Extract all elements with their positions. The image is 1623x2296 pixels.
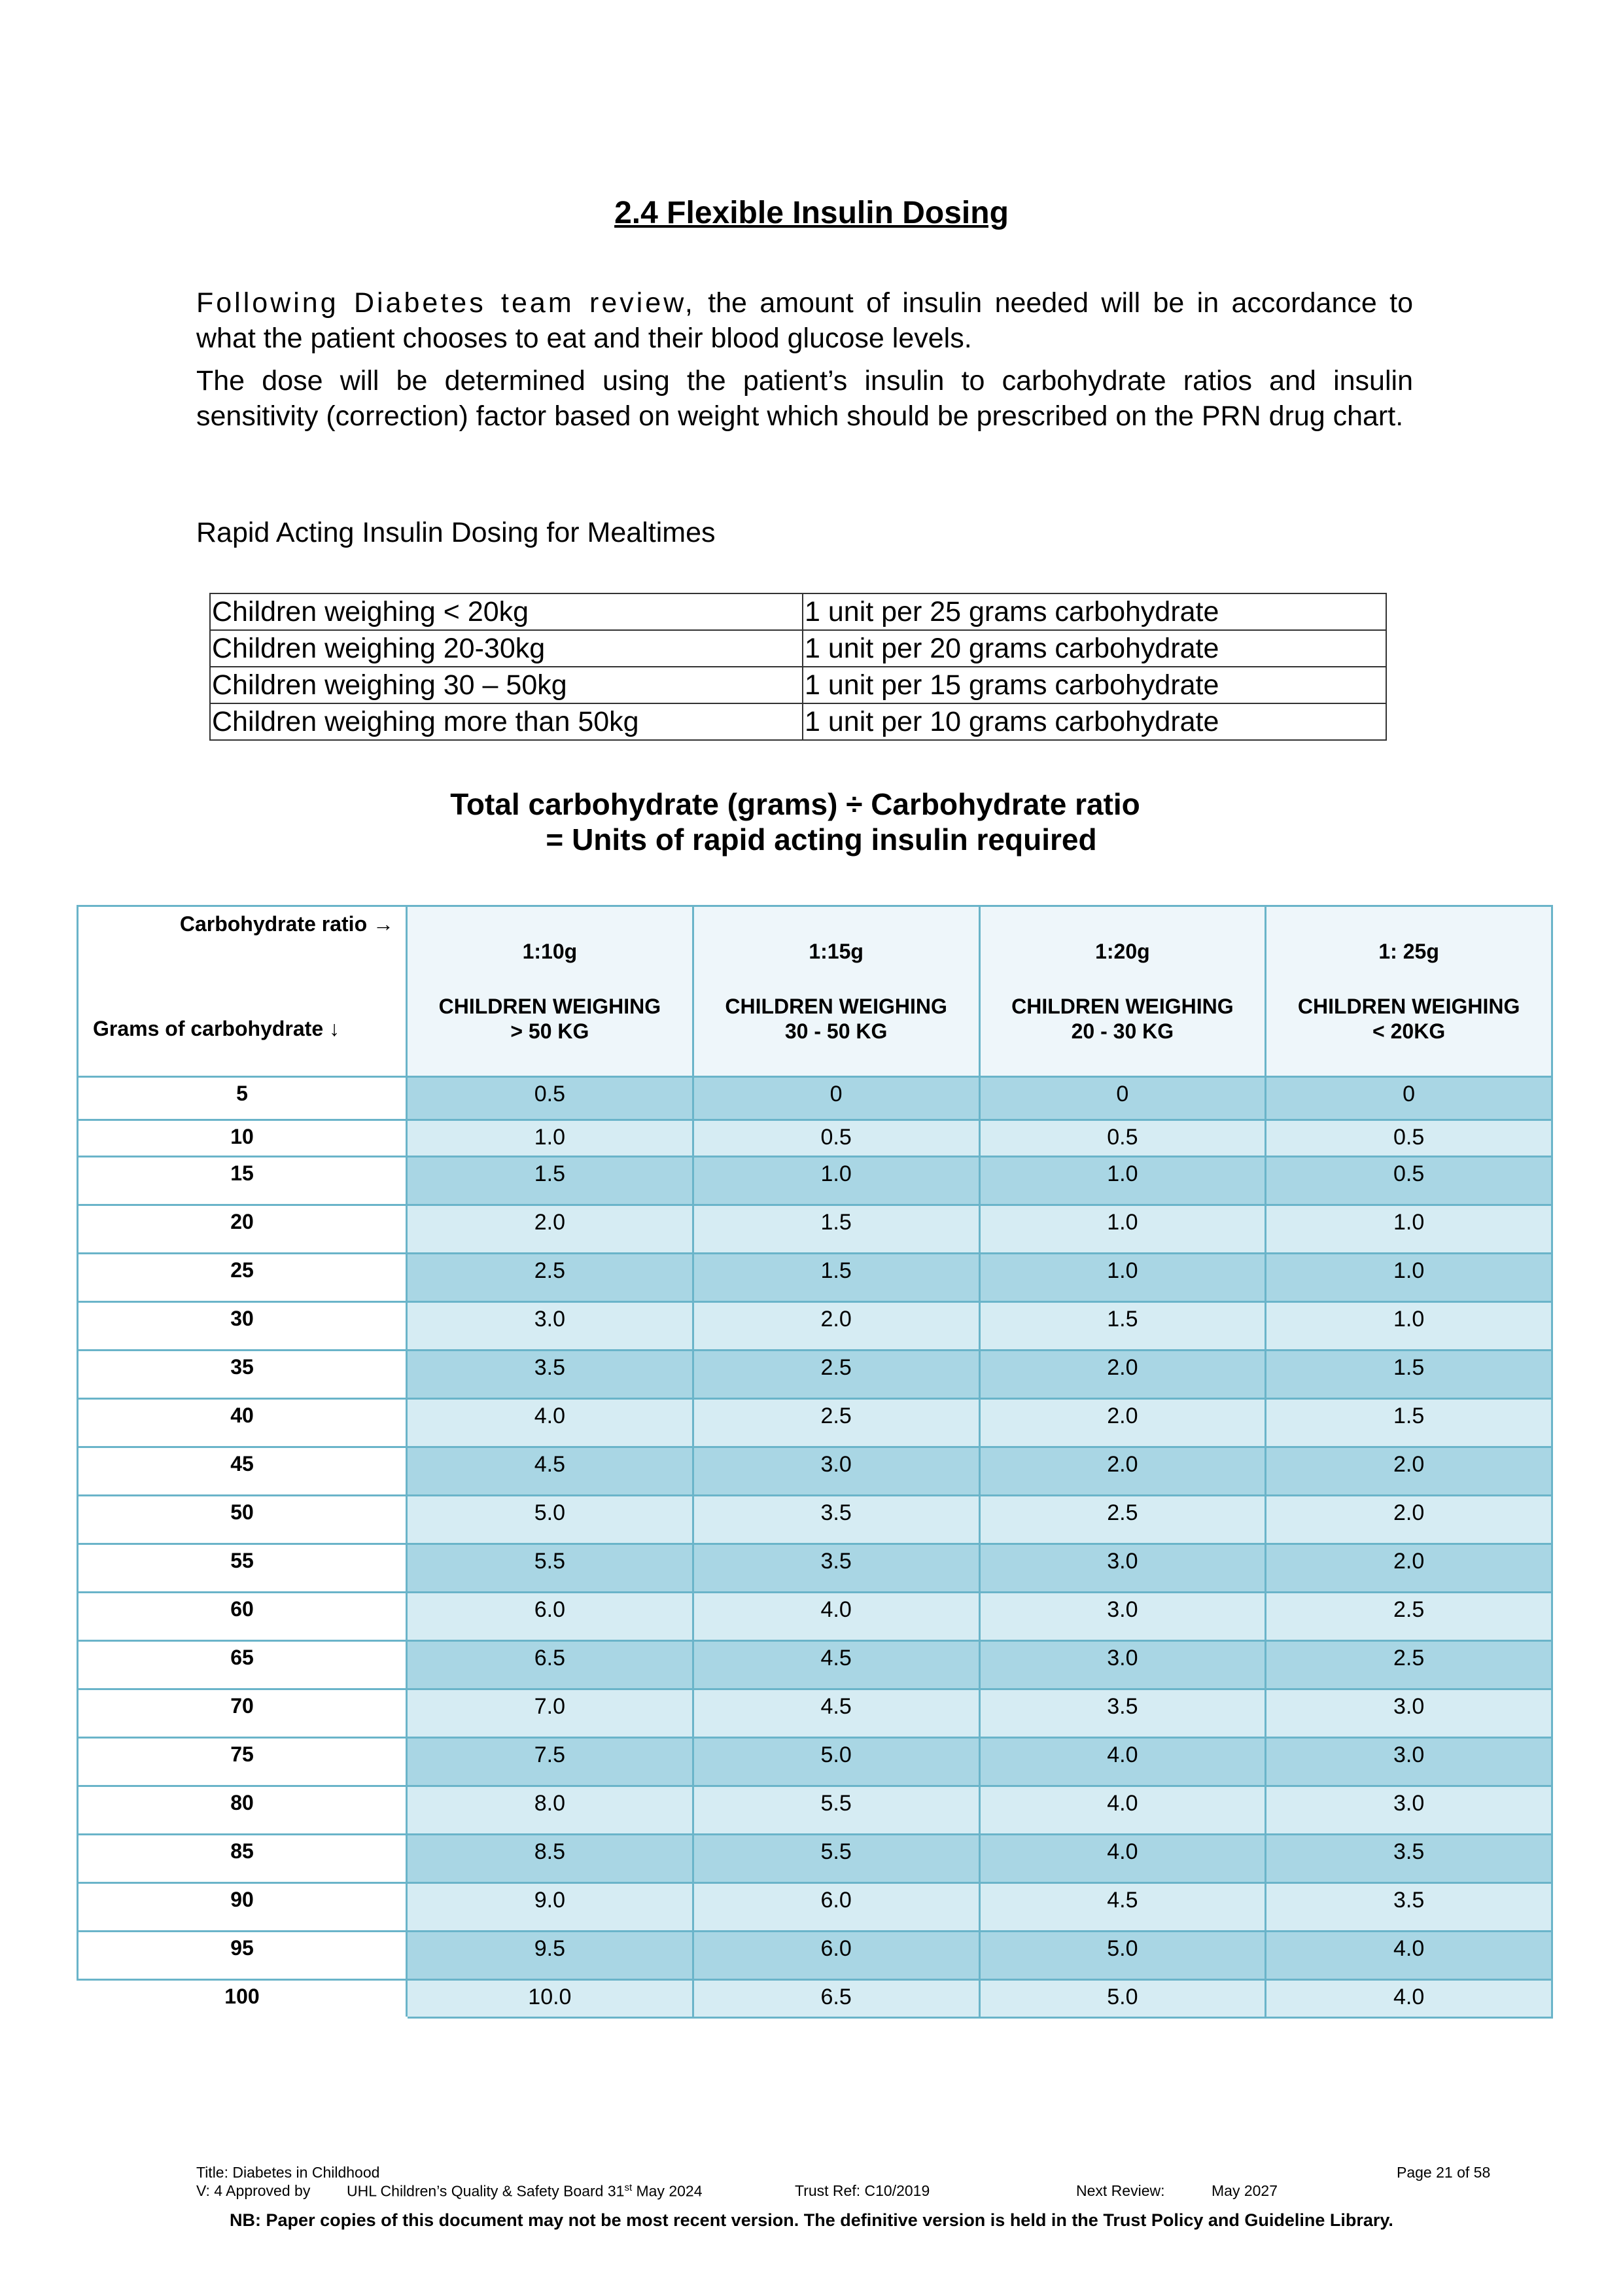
dose-amount-cell: 1 unit per 10 grams carbohydrate xyxy=(803,703,1386,740)
insulin-units-cell: 7.0 xyxy=(407,1689,693,1738)
ratio-row xyxy=(78,1157,1552,1205)
footer-page-number: Page 21 of 58 xyxy=(1397,2164,1491,2181)
grams-cell: 95 xyxy=(78,1932,407,1980)
ratio-row xyxy=(78,1689,1552,1738)
dose-weight-cell: Children weighing more than 50kg xyxy=(210,703,803,740)
insulin-units-cell: 3.0 xyxy=(1266,1786,1552,1835)
insulin-units-cell: 3.0 xyxy=(693,1447,979,1496)
insulin-units-cell: 3.5 xyxy=(693,1544,979,1593)
insulin-units-cell: 5.5 xyxy=(407,1544,693,1593)
grams-axis-label: Grams of carbohydrate ↓ xyxy=(93,1017,340,1040)
insulin-units-cell: 6.0 xyxy=(693,1932,979,1980)
ratio-column-header xyxy=(693,906,979,1077)
insulin-units-cell: 2.5 xyxy=(1266,1641,1552,1689)
insulin-units-cell: 2.0 xyxy=(1266,1496,1552,1544)
insulin-units-cell: 4.0 xyxy=(979,1738,1266,1786)
ratio-row xyxy=(78,1738,1552,1786)
weight-desc-1: CHILDREN WEIGHING xyxy=(725,994,947,1018)
insulin-units-cell: 6.0 xyxy=(693,1883,979,1932)
grams-cell: 40 xyxy=(78,1399,407,1447)
ratio-row xyxy=(78,1447,1552,1496)
corner-header xyxy=(78,906,407,1077)
insulin-units-cell: 3.5 xyxy=(693,1496,979,1544)
mealtime-dose-table xyxy=(209,593,1387,741)
insulin-units-cell: 1.0 xyxy=(1266,1205,1552,1254)
footer-next-review-label: Next Review: xyxy=(1076,2182,1165,2199)
dose-row xyxy=(210,667,1386,703)
grams-cell: 75 xyxy=(78,1738,407,1786)
insulin-units-cell: 2.5 xyxy=(693,1399,979,1447)
insulin-units-cell: 4.0 xyxy=(1266,1932,1552,1980)
footer-trust-ref: Trust Ref: C10/2019 xyxy=(795,2182,930,2199)
ratio-column-header xyxy=(407,906,693,1077)
grams-cell: 80 xyxy=(78,1786,407,1835)
insulin-units-cell: 1.0 xyxy=(1266,1302,1552,1351)
insulin-units-cell: 2.0 xyxy=(979,1351,1266,1399)
insulin-units-cell: 3.5 xyxy=(1266,1835,1552,1883)
insulin-units-cell: 2.0 xyxy=(693,1302,979,1351)
formula-line-2: = Units of rapid acting insulin required xyxy=(546,822,1097,857)
insulin-units-cell: 1.0 xyxy=(979,1205,1266,1254)
grams-cell: 70 xyxy=(78,1689,407,1738)
insulin-units-cell: 3.0 xyxy=(979,1593,1266,1641)
insulin-units-cell: 4.5 xyxy=(979,1883,1266,1932)
footer-approval-board xyxy=(347,2182,703,2200)
insulin-units-cell: 1.0 xyxy=(979,1254,1266,1302)
ratio-row xyxy=(78,1077,1552,1120)
insulin-units-cell: 5.0 xyxy=(979,1932,1266,1980)
insulin-units-cell: 7.5 xyxy=(407,1738,693,1786)
insulin-units-cell: 3.0 xyxy=(1266,1738,1552,1786)
ratio-row xyxy=(78,1883,1552,1932)
insulin-units-cell: 8.5 xyxy=(407,1835,693,1883)
insulin-units-cell: 5.5 xyxy=(693,1786,979,1835)
insulin-units-cell: 6.5 xyxy=(693,1980,979,2018)
insulin-units-cell: 1.5 xyxy=(693,1254,979,1302)
ratio-row xyxy=(78,1932,1552,1980)
ratio-row xyxy=(78,1544,1552,1593)
ratio-row xyxy=(78,1120,1552,1157)
insulin-units-cell: 5.0 xyxy=(979,1980,1266,2018)
insulin-units-cell: 4.0 xyxy=(979,1786,1266,1835)
footer-doc-title: Title: Diabetes in Childhood xyxy=(196,2164,380,2181)
section-title: 2.4 Flexible Insulin Dosing xyxy=(614,196,1009,230)
intro-paragraph xyxy=(196,285,1413,356)
dose-weight-cell: Children weighing 30 – 50kg xyxy=(210,667,803,703)
insulin-units-cell: 2.5 xyxy=(979,1496,1266,1544)
grams-cell: 45 xyxy=(78,1447,407,1496)
insulin-units-cell: 2.0 xyxy=(979,1399,1266,1447)
weight-desc-2: < 20KG xyxy=(1372,1019,1446,1043)
insulin-units-cell: 3.0 xyxy=(1266,1689,1552,1738)
insulin-units-cell: 0.5 xyxy=(693,1120,979,1157)
insulin-units-cell: 1.0 xyxy=(407,1120,693,1157)
ratio-row xyxy=(78,1254,1552,1302)
ratio-label: 1: 25g xyxy=(1378,939,1439,963)
ratio-table-body xyxy=(78,1077,1552,2018)
ratio-column-header xyxy=(1266,906,1552,1077)
intro-paragraph-rest: the amount of insulin needed will be in accordance to what the patient chooses to eat and their blood glucose levels. xyxy=(196,287,1413,354)
insulin-units-cell: 0.5 xyxy=(979,1120,1266,1157)
insulin-units-cell: 3.0 xyxy=(407,1302,693,1351)
grams-cell: 60 xyxy=(78,1593,407,1641)
insulin-units-cell: 0 xyxy=(1266,1077,1552,1120)
grams-cell: 85 xyxy=(78,1835,407,1883)
footer-board-date: May 2024 xyxy=(632,2182,703,2200)
grams-cell: 15 xyxy=(78,1157,407,1205)
grams-cell: 20 xyxy=(78,1205,407,1254)
insulin-units-cell: 10.0 xyxy=(407,1980,693,2018)
insulin-units-cell: 0 xyxy=(693,1077,979,1120)
dose-amount-cell: 1 unit per 25 grams carbohydrate xyxy=(803,593,1386,630)
insulin-units-cell: 6.0 xyxy=(407,1593,693,1641)
intro-paragraph-lead: Following Diabetes team review, xyxy=(196,287,695,319)
insulin-units-cell: 3.5 xyxy=(1266,1883,1552,1932)
insulin-units-cell: 3.5 xyxy=(979,1689,1266,1738)
grams-cell: 100 xyxy=(78,1980,407,2018)
weight-desc-1: CHILDREN WEIGHING xyxy=(1297,994,1520,1018)
grams-cell: 30 xyxy=(78,1302,407,1351)
insulin-units-cell: 1.0 xyxy=(693,1157,979,1205)
footer-board-sup: st xyxy=(624,2182,633,2193)
insulin-units-cell: 4.5 xyxy=(407,1447,693,1496)
insulin-units-cell: 2.5 xyxy=(407,1254,693,1302)
insulin-units-cell: 5.0 xyxy=(407,1496,693,1544)
ratio-header-row xyxy=(78,906,1552,1077)
insulin-units-cell: 2.5 xyxy=(1266,1593,1552,1641)
dose-amount-cell: 1 unit per 15 grams carbohydrate xyxy=(803,667,1386,703)
insulin-units-cell: 9.5 xyxy=(407,1932,693,1980)
dose-row xyxy=(210,593,1386,630)
insulin-units-cell: 4.0 xyxy=(1266,1980,1552,2018)
grams-cell: 65 xyxy=(78,1641,407,1689)
insulin-units-cell: 6.5 xyxy=(407,1641,693,1689)
grams-cell: 25 xyxy=(78,1254,407,1302)
carbohydrate-ratio-table xyxy=(77,905,1553,2019)
ratio-row xyxy=(78,1786,1552,1835)
insulin-units-cell: 5.5 xyxy=(693,1835,979,1883)
insulin-units-cell: 4.0 xyxy=(407,1399,693,1447)
ratio-row xyxy=(78,1641,1552,1689)
ratio-row xyxy=(78,1980,1552,2018)
insulin-units-cell: 0.5 xyxy=(1266,1120,1552,1157)
insulin-units-cell: 1.5 xyxy=(1266,1399,1552,1447)
ratio-row xyxy=(78,1399,1552,1447)
footer-version: V: 4 Approved by xyxy=(196,2182,311,2199)
insulin-units-cell: 0.5 xyxy=(1266,1157,1552,1205)
ratio-row xyxy=(78,1302,1552,1351)
ratio-row xyxy=(78,1835,1552,1883)
insulin-units-cell: 5.0 xyxy=(693,1738,979,1786)
ratio-label: 1:10g xyxy=(522,939,578,963)
ratio-row xyxy=(78,1205,1552,1254)
insulin-units-cell: 4.5 xyxy=(693,1689,979,1738)
ratio-label: 1:15g xyxy=(809,939,864,963)
insulin-units-cell: 2.5 xyxy=(693,1351,979,1399)
insulin-units-cell: 3.5 xyxy=(407,1351,693,1399)
insulin-units-cell: 3.0 xyxy=(979,1641,1266,1689)
formula-line-1: Total carbohydrate (grams) ÷ Carbohydrate ratio xyxy=(450,787,1140,821)
grams-cell: 50 xyxy=(78,1496,407,1544)
grams-cell: 35 xyxy=(78,1351,407,1399)
insulin-units-cell: 1.5 xyxy=(1266,1351,1552,1399)
insulin-units-cell: 4.5 xyxy=(693,1641,979,1689)
insulin-units-cell: 1.5 xyxy=(979,1302,1266,1351)
footer-board-name: UHL Children’s Quality & Safety Board 31 xyxy=(347,2182,625,2200)
grams-cell: 90 xyxy=(78,1883,407,1932)
insulin-units-cell: 1.5 xyxy=(693,1205,979,1254)
dose-row xyxy=(210,630,1386,667)
insulin-units-cell: 0.5 xyxy=(407,1077,693,1120)
dose-row xyxy=(210,703,1386,740)
insulin-units-cell: 4.0 xyxy=(979,1835,1266,1883)
dose-weight-cell: Children weighing < 20kg xyxy=(210,593,803,630)
grams-cell: 5 xyxy=(78,1077,407,1120)
insulin-units-cell: 8.0 xyxy=(407,1786,693,1835)
footer-paper-copy-note: NB: Paper copies of this document may not be most recent version. The definitive version is held in the Trust Policy and Guideline Library. xyxy=(230,2210,1393,2230)
ratio-label: 1:20g xyxy=(1095,939,1150,963)
insulin-units-cell: 2.0 xyxy=(407,1205,693,1254)
footer-next-review-date: May 2027 xyxy=(1212,2182,1278,2199)
weight-desc-1: CHILDREN WEIGHING xyxy=(1011,994,1234,1018)
mealtime-heading: Rapid Acting Insulin Dosing for Mealtimes xyxy=(196,517,716,548)
weight-desc-2: 30 - 50 KG xyxy=(784,1019,888,1043)
weight-desc-1: CHILDREN WEIGHING xyxy=(438,994,661,1018)
insulin-units-cell: 0 xyxy=(979,1077,1266,1120)
carb-ratio-axis-label: Carbohydrate ratio → xyxy=(179,912,394,936)
grams-cell: 55 xyxy=(78,1544,407,1593)
ratio-row xyxy=(78,1351,1552,1399)
insulin-units-cell: 9.0 xyxy=(407,1883,693,1932)
dose-paragraph: The dose will be determined using the patient’s insulin to carbohydrate ratios and insulin sensitivity (correction) factor based on weight which should be prescribed on the PRN drug chart. xyxy=(196,365,1413,432)
ratio-row xyxy=(78,1496,1552,1544)
dose-amount-cell: 1 unit per 20 grams carbohydrate xyxy=(803,630,1386,667)
insulin-units-cell: 3.0 xyxy=(979,1544,1266,1593)
dose-formula xyxy=(0,786,1623,857)
weight-desc-2: 20 - 30 KG xyxy=(1071,1019,1174,1043)
insulin-units-cell: 2.0 xyxy=(1266,1544,1552,1593)
weight-desc-2: > 50 KG xyxy=(510,1019,589,1043)
dose-weight-cell: Children weighing 20-30kg xyxy=(210,630,803,667)
grams-cell: 10 xyxy=(78,1120,407,1157)
insulin-units-cell: 2.0 xyxy=(1266,1447,1552,1496)
insulin-units-cell: 1.5 xyxy=(407,1157,693,1205)
insulin-units-cell: 2.0 xyxy=(979,1447,1266,1496)
insulin-units-cell: 1.0 xyxy=(979,1157,1266,1205)
insulin-units-cell: 4.0 xyxy=(693,1593,979,1641)
insulin-units-cell: 1.0 xyxy=(1266,1254,1552,1302)
ratio-column-header xyxy=(979,906,1266,1077)
ratio-row xyxy=(78,1593,1552,1641)
